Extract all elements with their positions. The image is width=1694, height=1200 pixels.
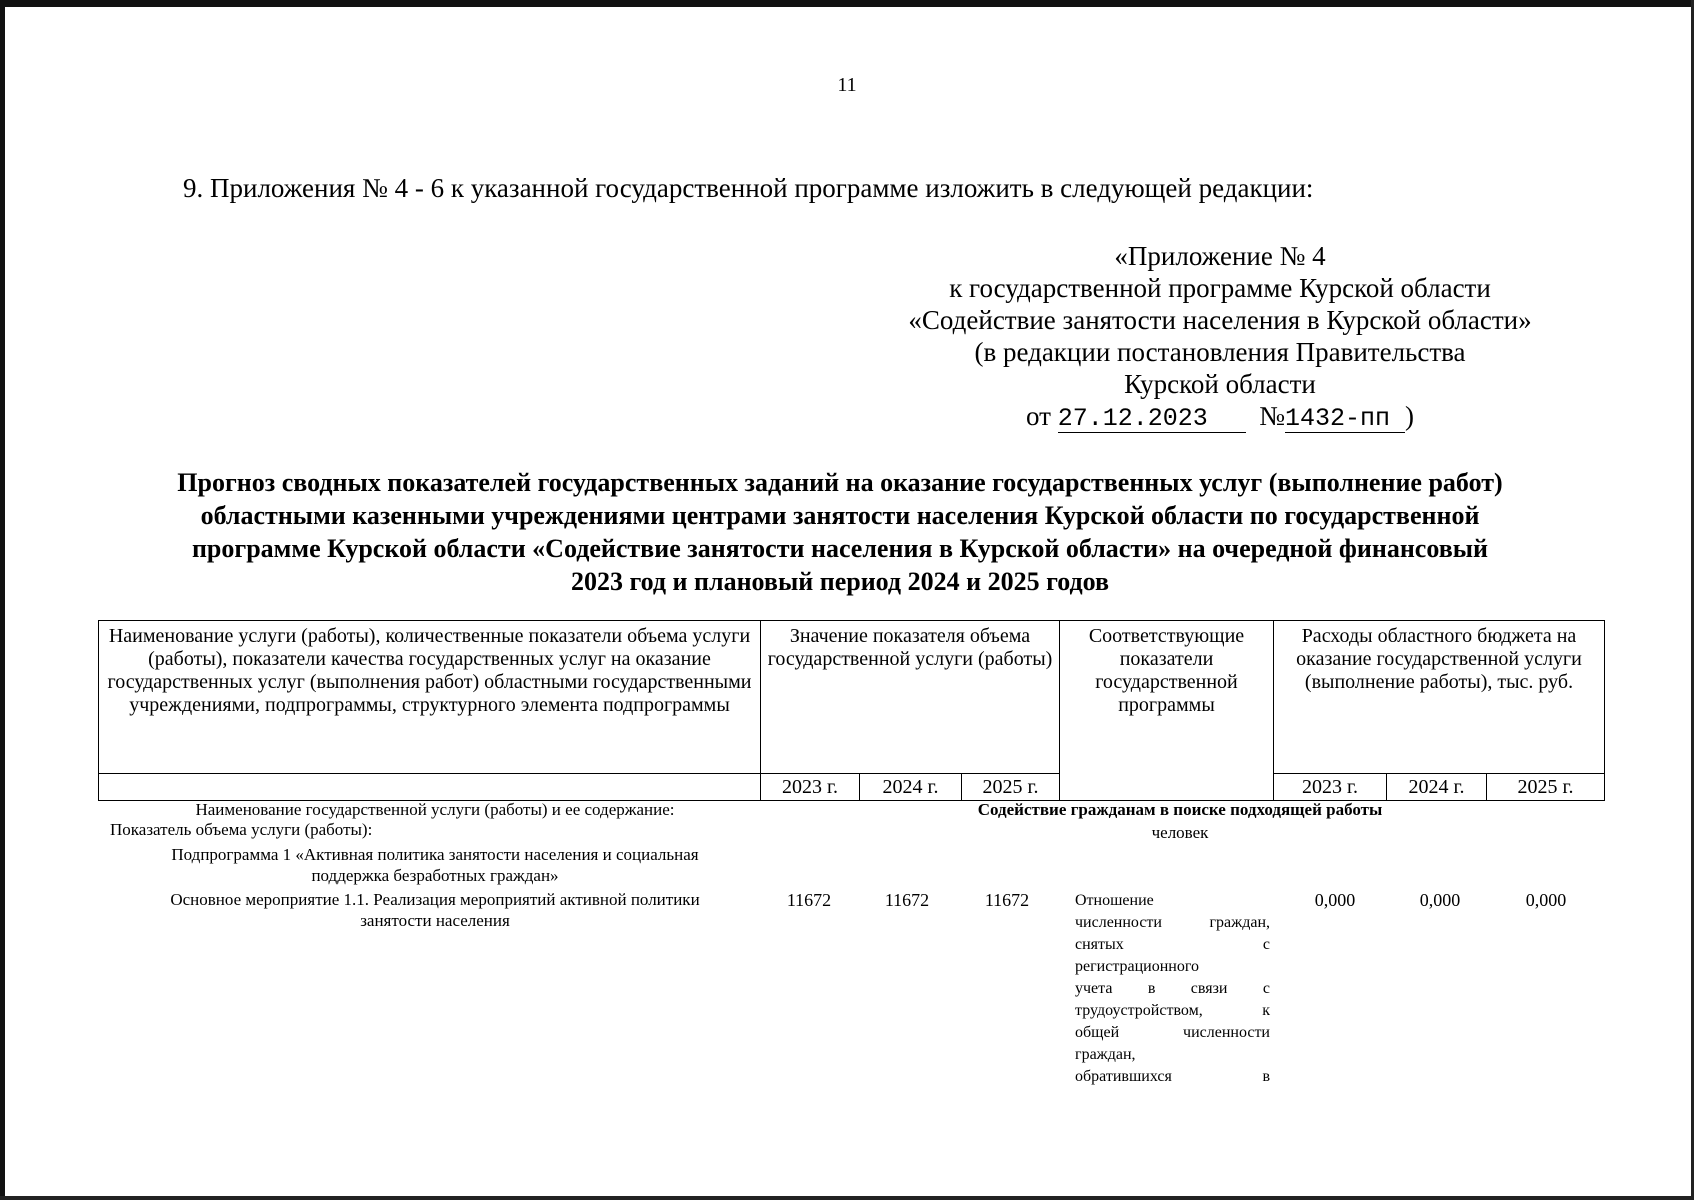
appendix-date-row xyxy=(880,400,1560,433)
closing-paren: ) xyxy=(1404,401,1414,431)
header-budget-expenses: Расходы областного бюджета на оказание государственной услуги (выполнение работы), тыс. руб. xyxy=(1274,621,1605,774)
appendix-line: к государственной программе Курской области xyxy=(949,273,1491,303)
appendix-line: «Приложение № 4 xyxy=(1114,241,1326,271)
title-line: программе Курской области «Содействие занятости населения в Курской области» на очередной финансовый xyxy=(191,534,1489,563)
header-expense-year-2023: 2023 г. xyxy=(1274,774,1387,801)
indicator-line: трудоустройством, к xyxy=(1075,1002,1270,1019)
header-expense-year-2024: 2024 г. xyxy=(1387,774,1487,801)
intro-paragraph: 9. Приложения № 4 - 6 к указанной государственной программе изложить в следующей редакции: xyxy=(183,173,1314,203)
indicator-line: учета в связи с xyxy=(1075,980,1270,997)
appendix-line: Курской области xyxy=(1124,369,1316,399)
from-label: от xyxy=(1026,401,1051,431)
resolution-date: 27.12.2023 xyxy=(1058,406,1246,433)
header-expense-year-2025: 2025 г. xyxy=(1487,774,1605,801)
header-program-indicators: Соответствующие показатели государственной программы xyxy=(1060,621,1274,801)
indicators-table-header xyxy=(98,620,1605,801)
title-line: Прогноз сводных показателей государственных заданий на оказание государственных услуг (выполнение работ) xyxy=(177,468,1503,497)
title-line: 2023 год и плановый период 2024 и 2025 годов xyxy=(570,567,1110,596)
header-volume-value: Значение показателя объема государственной услуги (работы) xyxy=(761,621,1060,774)
indicator-line: общей численности xyxy=(1075,1024,1270,1041)
expense-2024: 0,000 xyxy=(1419,890,1461,910)
indicator-line: граждан, xyxy=(1075,1046,1136,1063)
appendix-line: «Содействие занятости населения в Курской области» xyxy=(908,305,1532,335)
value-2025: 11672 xyxy=(984,890,1030,910)
service-label: Наименование государственной услуги (работы) и ее содержание: xyxy=(195,800,675,819)
scan-border-top xyxy=(0,0,1694,7)
document-title xyxy=(90,466,1590,598)
scan-border-left xyxy=(0,0,5,1200)
page-number: 11 xyxy=(837,74,857,96)
number-label: № xyxy=(1259,401,1285,431)
unit-label: человек xyxy=(1151,823,1209,842)
indicator-line: регистрационного xyxy=(1075,958,1200,975)
expense-2023: 0,000 xyxy=(1314,890,1356,910)
expense-2025: 0,000 xyxy=(1525,890,1567,910)
scan-border-bottom xyxy=(0,1196,1694,1200)
title-line: областными казенными учреждениями центрами занятости населения Курской области по государственной xyxy=(200,501,1480,530)
subprogram-line-2: поддержка безработных граждан» xyxy=(311,866,559,885)
appendix-heading xyxy=(880,240,1560,433)
measure-line-2: занятости населения xyxy=(360,911,510,930)
indicator-line: численности граждан, xyxy=(1075,914,1270,931)
indicator-line: снятых с xyxy=(1075,936,1270,953)
service-name: Содействие гражданам в поиске подходящей работы xyxy=(977,800,1383,819)
header-year-2024: 2024 г. xyxy=(860,774,962,801)
header-blank-cell xyxy=(99,774,761,801)
volume-label: Показатель объема услуги (работы): xyxy=(110,820,373,839)
indicator-line: Отношение xyxy=(1075,892,1154,909)
value-2023: 11672 xyxy=(786,890,832,910)
resolution-number: 1432-пп xyxy=(1285,406,1405,433)
appendix-line: (в редакции постановления Правительства xyxy=(974,337,1466,367)
subprogram-line-1: Подпрограмма 1 «Активная политика занятости населения и социальная xyxy=(171,845,699,864)
header-service-name: Наименование услуги (работы), количественные показатели объема услуги (работы), показатели качества государственных услуг на оказание государственных услуг (выполнения работ) областными государственными учреждениями, подпрограммы, структурного элемента подпрограммы xyxy=(99,621,761,774)
indicator-line: обратившихся в xyxy=(1075,1068,1270,1085)
program-indicator-text xyxy=(1075,890,1270,1088)
measure-line-1: Основное мероприятие 1.1. Реализация мероприятий активной политики xyxy=(170,890,700,909)
header-year-2025: 2025 г. xyxy=(962,774,1060,801)
header-year-2023: 2023 г. xyxy=(761,774,860,801)
value-2024: 11672 xyxy=(884,890,930,910)
